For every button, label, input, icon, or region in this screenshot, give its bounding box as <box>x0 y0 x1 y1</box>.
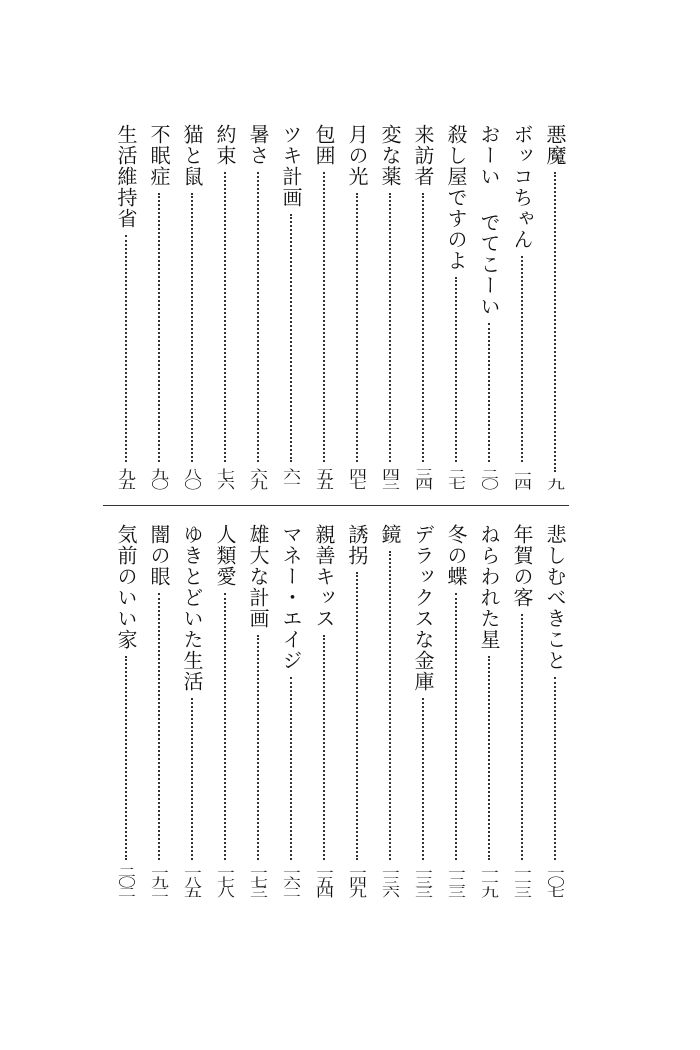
dot-leader <box>158 593 160 860</box>
toc-entry-title: ゆきとどいた生活 <box>180 524 204 692</box>
toc-entry <box>110 524 141 896</box>
toc-entry-title: 不眠症 <box>147 124 171 187</box>
toc-entry <box>440 524 471 896</box>
dot-leader <box>521 256 523 462</box>
toc-entry-page: 二〇 <box>478 468 500 488</box>
toc-entry <box>374 524 405 896</box>
toc-entry-page: 一六二 <box>280 866 302 896</box>
toc-entry-title: 暑さ <box>246 124 270 166</box>
dot-leader <box>455 593 457 860</box>
dot-leader <box>323 635 325 860</box>
dot-leader <box>290 677 292 860</box>
toc-entry-title: 悪魔 <box>543 124 567 166</box>
toc-entry-title: 悲しむべきこと <box>543 524 567 671</box>
toc-entry <box>341 124 372 488</box>
dot-leader <box>290 214 292 462</box>
dot-leader <box>488 656 490 860</box>
toc-entry <box>242 524 273 896</box>
dot-leader <box>257 635 259 860</box>
dot-leader <box>356 572 358 860</box>
dot-leader <box>224 172 226 462</box>
toc-entry-page: 六一 <box>280 468 302 488</box>
toc-entry <box>374 124 405 488</box>
toc-entry <box>209 124 240 488</box>
dot-leader <box>191 698 193 860</box>
toc-entry <box>143 124 174 488</box>
toc-entry-page: 一四 <box>511 468 533 488</box>
dot-leader <box>554 677 556 860</box>
toc-entry-title: 殺し屋ですのよ <box>444 124 468 271</box>
toc-entry-title: 猫と鼠 <box>180 124 204 187</box>
toc-entry-page: 五五 <box>313 468 335 488</box>
toc-section-top <box>110 124 570 488</box>
toc-entry <box>209 524 240 896</box>
toc-entry-title: 生活維持省 <box>114 124 138 229</box>
toc-entry-page: 一一三 <box>511 866 533 896</box>
toc-entry <box>143 524 174 896</box>
dot-leader <box>191 193 193 462</box>
toc-entry-page: 二七 <box>445 468 467 488</box>
toc-entry <box>176 124 207 488</box>
toc-entry-title: 鏡 <box>378 524 402 545</box>
toc-entry <box>275 524 306 896</box>
toc-entry-page: 三四 <box>412 468 434 488</box>
dot-leader <box>125 656 127 860</box>
toc-entry-title: ボッコちゃん <box>510 124 534 250</box>
toc-entry-title: 冬の蝶 <box>444 524 468 587</box>
toc-entry-title: 気前のいい家 <box>114 524 138 650</box>
toc-entry-page: 九〇 <box>148 468 170 488</box>
toc-entry <box>176 524 207 896</box>
dot-leader <box>224 593 226 860</box>
toc-entry-page: 一四九 <box>346 866 368 896</box>
toc-entry <box>110 124 141 488</box>
toc-entry-page: 一三三 <box>412 866 434 896</box>
toc-entry-title: ねらわれた星 <box>477 524 501 650</box>
toc-entry-page: 四七 <box>346 468 368 488</box>
dot-leader <box>554 172 556 472</box>
toc-entry <box>407 524 438 896</box>
dot-leader <box>422 193 424 462</box>
toc-entry-title: 月の光 <box>345 124 369 187</box>
toc-entry-title: 闇の眼 <box>147 524 171 587</box>
toc-entry-title: 変な薬 <box>378 124 402 187</box>
dot-leader <box>455 277 457 462</box>
toc-entry-page: 一二三 <box>445 866 467 896</box>
dot-leader <box>257 172 259 462</box>
toc-entry <box>506 524 537 896</box>
toc-entry-title: デラックスな金庫 <box>411 524 435 692</box>
toc-entry-title: 包囲 <box>312 124 336 166</box>
toc-entry-page: 六九 <box>247 468 269 488</box>
toc-entry-page: 一三六 <box>379 866 401 896</box>
toc-entry <box>506 124 537 488</box>
toc-entry <box>242 124 273 488</box>
toc-entry <box>341 524 372 896</box>
toc-entry-page: 一〇七 <box>544 866 566 896</box>
toc-entry <box>539 524 570 896</box>
toc-entry-title: ツキ計画 <box>279 124 303 208</box>
toc-entry-title: 雄大な計画 <box>246 524 270 629</box>
dot-leader <box>422 698 424 860</box>
toc-entry-page: 一七八 <box>214 866 236 896</box>
toc-entry-page: 一八五 <box>181 866 203 896</box>
dot-leader <box>521 614 523 860</box>
toc-entry-title: 誘拐 <box>345 524 369 566</box>
dot-leader <box>389 193 391 462</box>
toc-entry-title: 年賀の客 <box>510 524 534 608</box>
toc-section-bottom <box>110 524 570 896</box>
toc-entry-title: 人類愛 <box>213 524 237 587</box>
toc-entry-title: 親善キッス <box>312 524 336 629</box>
toc-entry <box>407 124 438 488</box>
toc-entry-page: 八〇 <box>181 468 203 488</box>
dot-leader <box>356 193 358 462</box>
toc-entry-page: 二〇二 <box>115 866 137 896</box>
toc-entry-title: 約束 <box>213 124 237 166</box>
toc-entry-title: 来訪者 <box>411 124 435 187</box>
toc-entry-page: 一五四 <box>313 866 335 896</box>
dot-leader <box>158 193 160 462</box>
dot-leader <box>323 172 325 462</box>
toc-entry <box>473 124 504 488</box>
toc-entry <box>275 124 306 488</box>
toc-entry <box>308 124 339 488</box>
section-divider <box>103 505 569 506</box>
dot-leader <box>389 551 391 860</box>
dot-leader <box>125 235 127 462</box>
toc-entry <box>308 524 339 896</box>
dot-leader <box>488 323 490 462</box>
toc-entry <box>440 124 471 488</box>
toc-entry-page: 一一九 <box>478 866 500 896</box>
toc-entry-page: 一七三 <box>247 866 269 896</box>
toc-entry-title: マネー・エイジ <box>279 524 303 671</box>
toc-entry-page: 九五 <box>115 468 137 488</box>
toc-entry <box>473 524 504 896</box>
toc-entry <box>539 124 570 488</box>
toc-entry-page: 四三 <box>379 468 401 488</box>
toc-entry-page: 九 <box>544 478 566 488</box>
toc-entry-page: 一九二 <box>148 866 170 896</box>
toc-entry-title: おーい でてこーい <box>477 124 501 317</box>
toc-entry-page: 七六 <box>214 468 236 488</box>
